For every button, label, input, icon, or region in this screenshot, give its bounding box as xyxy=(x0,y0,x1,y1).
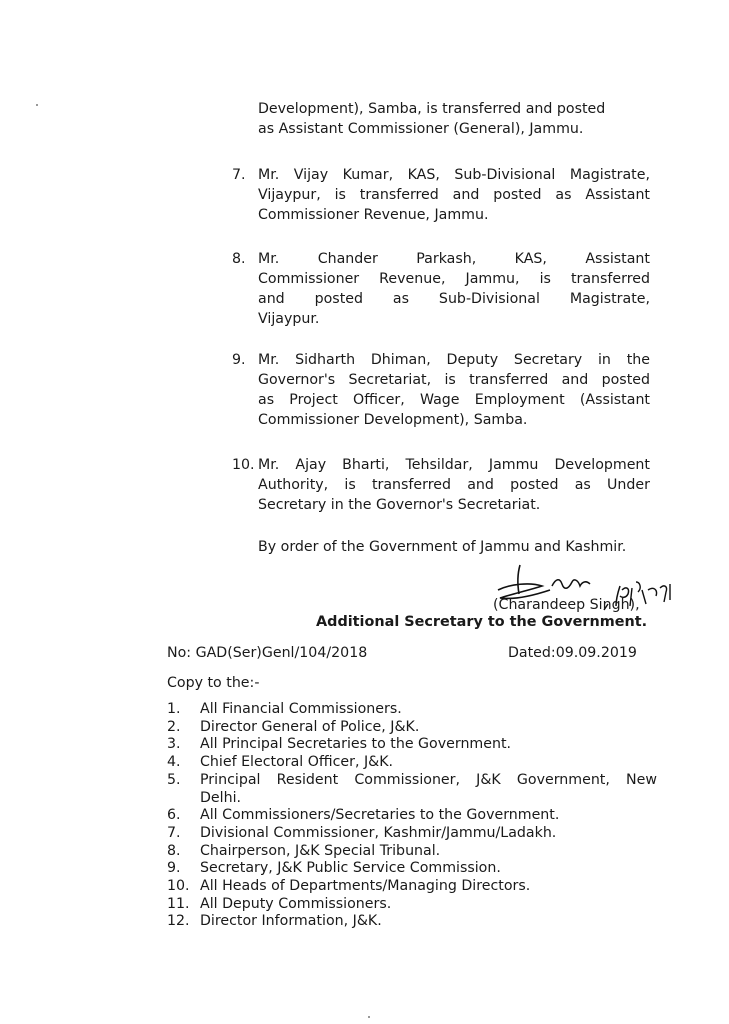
list-text: Director Information, J&K. xyxy=(200,913,382,930)
scan-speck xyxy=(368,1016,370,1018)
list-number: 1. xyxy=(167,701,181,717)
list-item xyxy=(167,860,657,878)
paragraph-line: Mr. Vijay Kumar, KAS, Sub-Divisional Magistrate, xyxy=(258,167,650,183)
paragraph-line: Commissioner Development), Samba. xyxy=(258,412,528,428)
paragraph-line: Authority, is transferred and posted as Under xyxy=(258,477,650,493)
paragraph-continued xyxy=(258,99,650,139)
list-number: 9. xyxy=(167,860,181,877)
list-text: Divisional Commissioner, Kashmir/Jammu/Ladakh. xyxy=(200,824,557,841)
by-order-line: By order of the Government of Jammu and Kashmir. xyxy=(258,539,627,555)
list-item xyxy=(167,843,657,861)
list-text: Secretary, J&K Public Service Commission. xyxy=(200,860,501,877)
paragraph-line: Governor's Secretariat, is transferred and posted xyxy=(258,372,650,388)
paragraph-line: Secretary in the Governor's Secretariat. xyxy=(258,497,541,513)
list-item xyxy=(167,807,657,825)
list-item xyxy=(167,736,657,754)
signatory-name: (Charandeep Singh), xyxy=(493,597,640,613)
list-number: 7. xyxy=(167,824,181,841)
paragraph-line: as Project Officer, Wage Employment (Assistant xyxy=(258,392,650,408)
paragraph-line: Mr. Sidharth Dhiman, Deputy Secretary in the xyxy=(258,352,650,368)
paragraph-line: as Assistant Commissioner (General), Jammu. xyxy=(258,121,584,137)
reference-number: No: GAD(Ser)Genl/104/2018 xyxy=(167,645,368,661)
list-item xyxy=(167,913,657,931)
list-item xyxy=(167,878,657,896)
paragraph-number: 7. xyxy=(232,167,246,183)
dated-line: Dated:09.09.2019 xyxy=(508,645,637,661)
copy-to-list xyxy=(167,701,657,931)
list-text: All Principal Secretaries to the Government. xyxy=(200,736,512,753)
paragraph-8 xyxy=(258,249,650,329)
list-item xyxy=(167,896,657,914)
list-text: All Heads of Departments/Managing Directors. xyxy=(200,878,531,895)
paragraph-line: Development), Samba, is transferred and posted xyxy=(258,101,606,117)
list-item xyxy=(167,772,657,807)
list-text: Director General of Police, J&K. xyxy=(200,718,420,735)
list-text: Principal Resident Commissioner, J&K Government, New xyxy=(200,771,657,788)
paragraph-line: Commissioner Revenue, Jammu. xyxy=(258,207,489,223)
list-item xyxy=(167,701,657,719)
list-text: All Financial Commissioners. xyxy=(200,701,402,717)
paragraph-line: Vijaypur. xyxy=(258,311,320,327)
list-number: 4. xyxy=(167,754,181,771)
list-item xyxy=(167,719,657,737)
list-number: 11. xyxy=(167,895,190,912)
paragraph-line: Mr. Chander Parkash, KAS, Assistant xyxy=(258,251,650,267)
list-text: All Commissioners/Secretaries to the Government. xyxy=(200,807,560,824)
paragraph-number: 9. xyxy=(232,352,246,368)
paragraph-9 xyxy=(258,350,650,430)
list-text: All Deputy Commissioners. xyxy=(200,895,392,912)
list-item xyxy=(167,754,657,772)
paragraph-number: 8. xyxy=(232,251,246,267)
paragraph-line: Commissioner Revenue, Jammu, is transferred xyxy=(258,271,650,287)
paragraph-line: Vijaypur, is transferred and posted as Assistant xyxy=(258,187,650,203)
paragraph-7 xyxy=(258,165,650,225)
scan-speck xyxy=(36,104,38,106)
paragraph-10 xyxy=(258,455,650,515)
list-text: Chairperson, J&K Special Tribunal. xyxy=(200,842,441,859)
list-number: 3. xyxy=(167,736,181,753)
paragraph-number: 10. xyxy=(232,457,255,473)
signatory-title: Additional Secretary to the Government. xyxy=(316,614,648,630)
list-number: 10. xyxy=(167,878,190,895)
list-number: 12. xyxy=(167,913,190,930)
list-text: Delhi. xyxy=(200,789,242,806)
paragraph-line: Mr. Ajay Bharti, Tehsildar, Jammu Development xyxy=(258,457,650,473)
copy-to-heading: Copy to the:- xyxy=(167,675,260,691)
list-number: 5. xyxy=(167,771,181,788)
list-item xyxy=(167,825,657,843)
paragraph-line: and posted as Sub-Divisional Magistrate, xyxy=(258,291,650,307)
list-number: 8. xyxy=(167,842,181,859)
list-number: 2. xyxy=(167,718,181,735)
list-text: Chief Electoral Officer, J&K. xyxy=(200,754,394,771)
list-number: 6. xyxy=(167,807,181,824)
